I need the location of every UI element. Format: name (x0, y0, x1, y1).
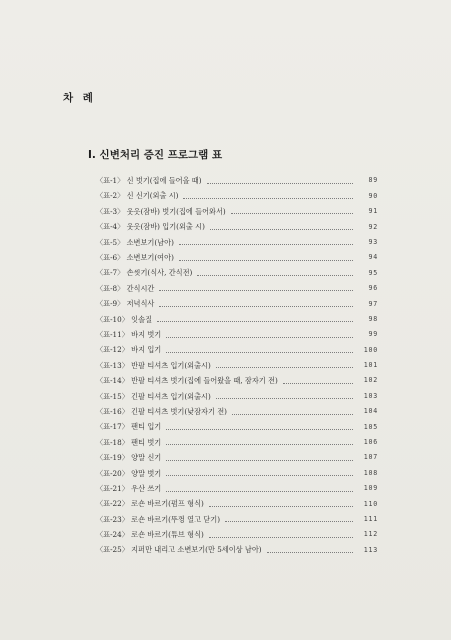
toc-entry-label: 〈표-22〉 로숀 바르기(펌프 형식) (96, 499, 204, 509)
toc-entry-label: 〈표-20〉 양말 벗기 (96, 468, 162, 478)
toc-entry-label: 〈표-2〉 신 신기(외출 시) (96, 191, 179, 201)
toc-entry-page-number: 100 (363, 345, 378, 354)
toc-entry[interactable] (96, 188, 378, 203)
toc-entry-label: 〈표-13〉 반팔 티셔츠 입기(외출시) (96, 360, 211, 370)
dot-leader (166, 459, 353, 461)
toc-entry-page-number: 104 (363, 407, 378, 416)
toc-entry[interactable] (96, 542, 378, 557)
dot-leader (166, 443, 353, 445)
toc-entry-label: 〈표-3〉 웃옷(잠바) 벗기(집에 들어와서) (96, 206, 226, 216)
toc-entry-page-number: 101 (363, 361, 378, 370)
toc-entry-label: 〈표-17〉 팬티 입기 (96, 422, 162, 432)
toc-entry[interactable] (96, 219, 378, 234)
dot-leader (159, 289, 353, 291)
toc-entry[interactable] (96, 481, 378, 496)
toc-entry[interactable] (96, 527, 378, 542)
toc-entry-page-number: 103 (363, 391, 378, 400)
dot-leader (179, 259, 353, 261)
dot-leader (157, 320, 353, 322)
dot-leader (166, 428, 353, 430)
toc-entry-page-number: 92 (368, 222, 378, 231)
toc-entry-page-number: 107 (363, 453, 378, 462)
dot-leader (209, 536, 353, 538)
toc-entry-label: 〈표-21〉 우산 쓰기 (96, 483, 162, 493)
toc-entry[interactable] (96, 465, 378, 480)
toc-entry[interactable] (96, 173, 378, 188)
toc-entry-label: 〈표-6〉 소변보기(여아) (96, 253, 174, 263)
toc-entry-page-number: 89 (368, 176, 378, 185)
dot-leader (216, 366, 353, 368)
dot-leader (209, 505, 353, 507)
toc-entry-page-number: 97 (368, 299, 378, 308)
section-title: Ⅰ. 신변처리 증진 프로그램 표 (88, 149, 223, 161)
dot-leader (183, 197, 353, 199)
dot-leader (231, 212, 353, 214)
toc-entry-page-number: 112 (363, 530, 378, 539)
toc-entry-label: 〈표-23〉 로숀 바르기(뚜껑 열고 닫기) (96, 514, 221, 524)
dot-leader (207, 182, 353, 184)
toc-entry[interactable] (96, 512, 378, 527)
toc-entry-label: 〈표-10〉 잇솔질 (96, 314, 153, 324)
toc-entry[interactable] (96, 435, 378, 450)
toc-entry-label: 〈표-19〉 양말 신기 (96, 453, 162, 463)
toc-entry-label: 〈표-14〉 반팔 티셔츠 벗기(집에 들어왔을 때, 잠자기 전) (96, 376, 278, 386)
toc-entry[interactable] (96, 235, 378, 250)
toc-entry-label: 〈표-18〉 팬티 벗기 (96, 437, 162, 447)
toc-entry[interactable] (96, 327, 378, 342)
page-heading: 차 례 (63, 92, 96, 104)
toc-entry-page-number: 108 (363, 468, 378, 477)
dot-leader (210, 228, 353, 230)
toc-entry[interactable] (96, 265, 378, 280)
toc-entry-page-number: 105 (363, 422, 378, 431)
toc-entry-page-number: 109 (363, 484, 378, 493)
toc-entry-label: 〈표-24〉 로숀 바르기(튜브 형식) (96, 530, 204, 540)
toc-entry-label: 〈표-9〉 저녁식사 (96, 299, 155, 309)
toc-entry[interactable] (96, 204, 378, 219)
toc-entry-page-number: 106 (363, 438, 378, 447)
toc-entry[interactable] (96, 388, 378, 403)
toc-entry[interactable] (96, 281, 378, 296)
toc-entry[interactable] (96, 419, 378, 434)
toc-entry-label: 〈표-7〉 손씻기(식사, 간식전) (96, 268, 193, 278)
toc-entry-label: 〈표-4〉 웃옷(잠바) 입기(외출 시) (96, 222, 205, 232)
toc-entry-label: 〈표-16〉 긴팔 티셔츠 벗기(낮잠자기 전) (96, 406, 227, 416)
dot-leader (159, 305, 353, 307)
toc-entry[interactable] (96, 373, 378, 388)
toc-entry[interactable] (96, 296, 378, 311)
toc-entry-page-number: 110 (363, 499, 378, 508)
dot-leader (232, 413, 353, 415)
toc-entry-page-number: 98 (368, 314, 378, 323)
dot-leader (267, 551, 353, 553)
toc-entry-page-number: 99 (368, 330, 378, 339)
toc-entry-label: 〈표-12〉 바지 입기 (96, 345, 162, 355)
dot-leader (216, 397, 353, 399)
toc-entry[interactable] (96, 450, 378, 465)
dot-leader (225, 520, 353, 522)
toc-entry-label: 〈표-8〉 간식시간 (96, 283, 155, 293)
toc-entry[interactable] (96, 342, 378, 357)
dot-leader (166, 336, 353, 338)
toc-entry[interactable] (96, 250, 378, 265)
dot-leader (166, 474, 353, 476)
dot-leader (197, 274, 353, 276)
toc-entry[interactable] (96, 404, 378, 419)
toc-entry-label: 〈표-15〉 긴팔 티셔츠 입기(외출시) (96, 391, 211, 401)
toc-entry-label: 〈표-1〉 신 벗기(집에 들어올 때) (96, 176, 202, 186)
toc-entry-page-number: 111 (363, 514, 378, 523)
toc-entry-label: 〈표-11〉 바지 벗기 (96, 330, 162, 339)
toc-entry-page-number: 94 (368, 253, 378, 262)
toc-entry[interactable] (96, 496, 378, 511)
toc-entry[interactable] (96, 312, 378, 327)
dot-leader (179, 243, 353, 245)
toc-entry-page-number: 95 (368, 268, 378, 277)
toc-entry-label: 〈표-5〉 소변보기(남아) (96, 237, 174, 247)
toc-entry-page-number: 93 (368, 237, 378, 246)
table-of-contents (96, 173, 378, 558)
toc-entry-page-number: 102 (363, 376, 378, 385)
toc-entry[interactable] (96, 358, 378, 373)
toc-entry-label: 〈표-25〉 지퍼만 내리고 소변보기(만 5세이상 남아) (96, 545, 262, 555)
toc-entry-page-number: 113 (363, 545, 378, 554)
toc-entry-page-number: 96 (368, 284, 378, 293)
toc-entry-page-number: 90 (368, 191, 378, 200)
dot-leader (166, 490, 353, 492)
dot-leader (166, 351, 353, 353)
dot-leader (283, 382, 353, 384)
toc-entry-page-number: 91 (368, 207, 378, 216)
